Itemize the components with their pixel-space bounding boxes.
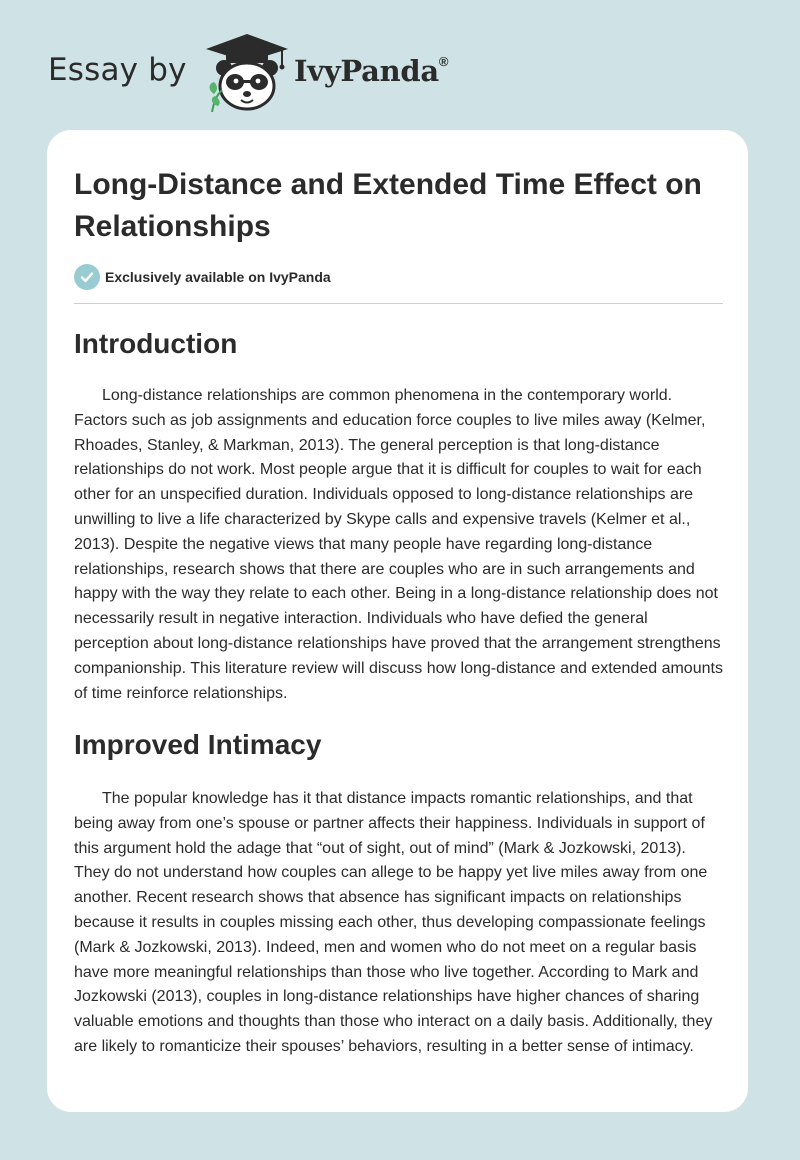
essay-card: [47, 130, 748, 1112]
trademark-symbol: ®: [438, 54, 449, 70]
section-heading-introduction: Introduction: [74, 328, 238, 359]
section-heading-improved-intimacy: Improved Intimacy: [74, 729, 322, 760]
divider: [74, 303, 723, 304]
check-icon: [74, 264, 100, 290]
paragraph-introduction: Long-distance relationships are common phenomena in the contemporary world. Factors such as job assignments and education force couples to live miles away (Kelmer, Rhoades, Stanley, & Markman, 2013). The general perception is that long-distance relationships do not work. Most people argue that it is difficult for couples to wait for each other for an unspecified duration. Individuals opposed to long-distance relationships are unwilling to live a life characterized by Skype calls and expensive travels (Kelmer et al., 2013). Despite the negative views that many people have regarding long-distance relationships, research shows that there are couples who are in such arrangements and happy with the way they relate to each other. Being in a long-distance relationship does not necessarily result in negative interaction. Individuals who have defied the general perception about long-distance relationships have proved that the arrangement strengthens companionship. This literature review will discuss how long-distance and extended amounts of time reinforce relationships.: [74, 387, 723, 702]
brand-name[interactable]: IvyPanda®: [294, 54, 449, 88]
site-header: [48, 30, 748, 110]
page-title: Long-Distance and Extended Time Effect on Relationships: [74, 168, 702, 243]
ivypanda-logo-icon[interactable]: [202, 32, 292, 112]
exclusive-label: Exclusively available on IvyPanda: [105, 269, 331, 285]
paragraph-improved-intimacy: The popular knowledge has it that distance impacts romantic relationships, and that being away from one’s spouse or partner affects their happiness. Individuals in support of this argument hold the adage that “out of sight, out of mind” (Mark & Jozkowski, 2013). They do not understand how couples can allege to be happy yet live miles away from one another. Recent research shows that absence has significant impacts on relationships because it results in couples missing each other, thus developing compassionate feelings (Mark & Jozkowski, 2013). Indeed, men and women who do not meet on a regular basis have more meaningful relationships than those who live together. According to Mark and Jozkowski (2013), couples in long-distance relationships have higher chances of sharing valuable emotions and thoughts than those who interact on a daily basis. Additionally, they are likely to romanticize their spouses’ behaviors, resulting in a better sense of intimacy.: [74, 790, 713, 1055]
exclusive-badge: [74, 264, 331, 290]
essay-by-label: Essay by: [48, 52, 187, 88]
